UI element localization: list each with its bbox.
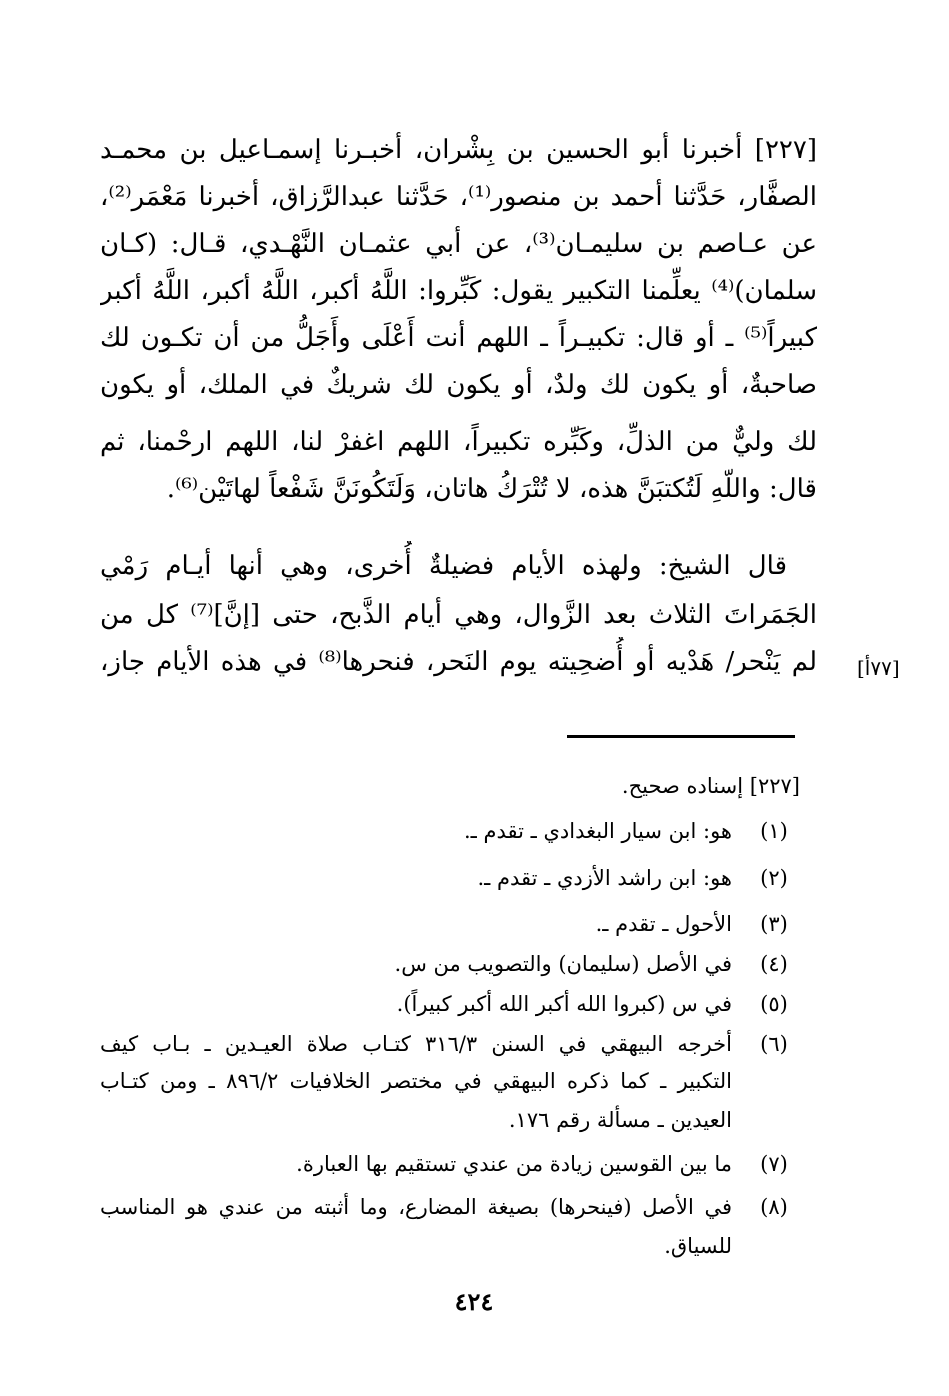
footnote-header-text: [٢٢٧] إسناده صحيح. — [621, 774, 800, 798]
footnote-number: (٧) — [760, 1152, 788, 1176]
main-text-line: صاحبةٌ، أو يكون لك ولدٌ، أو يكون لك شريكٌ في الملك، أو يكون — [100, 370, 817, 400]
footnote-item — [100, 985, 800, 1023]
footnote-separator — [567, 735, 795, 738]
footnote-number: (٥) — [760, 992, 788, 1016]
footnote-number: (٤) — [760, 952, 788, 976]
footnote-continuation — [100, 1227, 800, 1265]
footnote-number: (٦) — [760, 1032, 788, 1056]
main-text-line: لم يَنْحر/ هَدْيه أو أُضحِيته يوم النَحر، فنحرها⁽⁸⁾ في هذه الأيام جاز، — [100, 647, 817, 677]
main-text-line: قال: واللّهِ لَتُكتبَنَّ هذه، لا تُتْرَكُ هاتان، وَلَتَكُونَنَّ شَفْعاً لهاتَيْن⁽⁶⁾. — [166, 474, 817, 504]
footnote-header — [100, 767, 800, 805]
main-text-line: [٢٢٧] أخبرنا أبو الحسين بن بِشْران، أخبـرنا إسمـاعيل بن محمـد — [100, 135, 817, 165]
footnote-item — [100, 812, 800, 850]
main-text-line: كبيراً⁽⁵⁾ ـ أو قال: تكبيـراً ـ اللهم أنت أَعْلَى وأَجَلُّ من أن تكـون لك — [100, 323, 817, 353]
footnote-text: الأحول ـ تقدم ـ. — [595, 912, 732, 936]
footnote-item — [100, 1145, 800, 1183]
main-text-line: الجَمَراتَ الثلاث بعد الزَّوال، وهي أيام الذَّبح، حتى [إنَّ]⁽⁷⁾ كل من — [100, 600, 817, 630]
footnote-text: في الأصل (فينحرها) بصيغة المضارع، وما أثبته من عندي هو المناسب — [100, 1195, 732, 1219]
main-text-line: سلمان)⁽⁴⁾ يعلِّمنا التكبير يقول: كَبِّروا: اللَّهُ أكبر، اللَّهُ أكبر، اللَّهُ أكبر — [100, 276, 817, 306]
footnote-text: في س (كبروا الله أكبر الله أكبر كبيراً). — [396, 992, 732, 1016]
footnote-text: هو: ابن راشد الأزدي ـ تقدم ـ. — [477, 866, 732, 890]
footnote-number: (٢) — [760, 866, 788, 890]
page-number: ٤٢٤ — [454, 1287, 494, 1316]
footnote-text: هو: ابن سيار البغدادي ـ تقدم ـ. — [463, 819, 732, 843]
footnote-item — [100, 1025, 800, 1063]
footnote-number: (٣) — [760, 912, 788, 936]
footnote-text: في الأصل (سليمان) والتصويب من س. — [394, 952, 732, 976]
main-text-line: عن عـاصم بن سليمـان⁽³⁾، عن أبي عثمـان النَّهْـدي، قـال: (كـان — [100, 229, 817, 259]
footnote-text: العيدين ـ مسألة رقم ١٧٦. — [508, 1108, 732, 1132]
footnote-item — [100, 945, 800, 983]
footnote-number: (٨) — [760, 1195, 788, 1219]
footnote-text: التكبير ـ كما ذكره البيهقي في مختصر الخلافيات ٨٩٦/٢ ـ ومن كتـاب — [100, 1069, 732, 1093]
main-text-line: الصفَّار، حَدَّثنا أحمد بن منصور⁽¹⁾، حَدَّثنا عبدالرَّزاق، أخبرنا مَعْمَر⁽²⁾، — [100, 182, 817, 212]
footnote-text: ما بين القوسين زيادة من عندي تستقيم بها العبارة. — [296, 1152, 732, 1176]
footnote-continuation — [100, 1101, 800, 1139]
footnote-item — [100, 859, 800, 897]
footnote-number: (١) — [760, 819, 788, 843]
main-text-line: لك وليٌّ من الذلِّ، وكَبِّره تكبيراً، اللهم اغفرْ لنا، اللهم ارحْمنا، ثم — [100, 427, 817, 457]
manuscript-folio-marker: [٧٧أ] — [857, 656, 900, 680]
footnote-text: أخرجه البيهقي في السنن ٣١٦/٣ كتـاب صلاة العيـدين ـ بـاب كيف — [100, 1032, 732, 1056]
footnote-text: للسياق. — [664, 1234, 732, 1258]
footnote-item — [100, 905, 800, 943]
main-text-line: قال الشيخ: ولهذه الأيام فضيلةٌ أُخرى، وهي أنها أيـام رَمْي — [100, 551, 787, 581]
footnote-continuation — [100, 1062, 800, 1100]
footnote-item — [100, 1188, 800, 1226]
